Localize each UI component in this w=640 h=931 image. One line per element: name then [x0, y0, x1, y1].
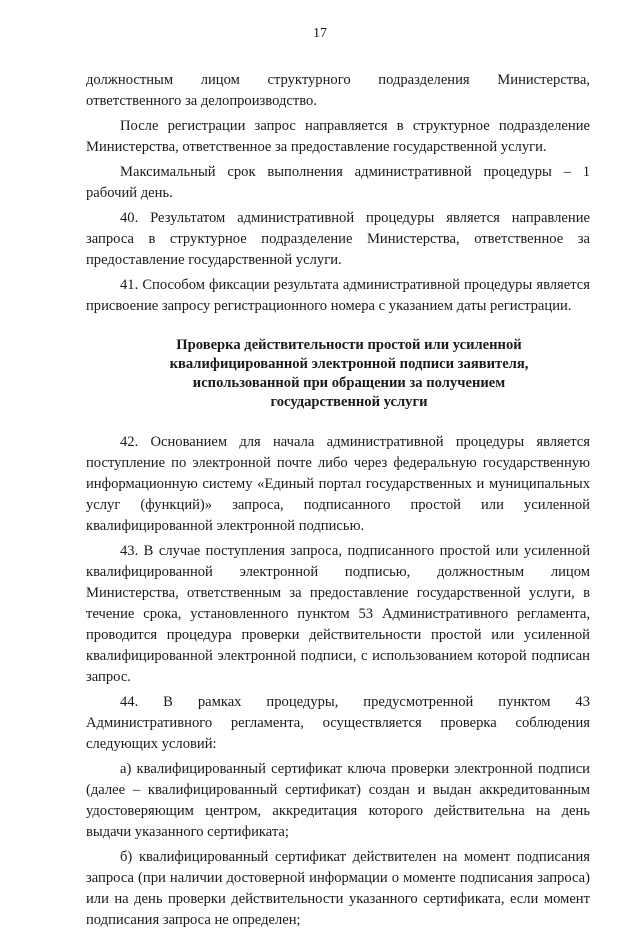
paragraph-registration: После регистрации запрос направляется в структурное подразделение Министерства, ответственное за предоставление государственной услуги.: [86, 118, 590, 155]
paragraph-41: 41. Способом фиксации результата административной процедуры является присвоение запросу регистрационного номера с указанием даты регистрации.: [86, 277, 590, 314]
section-heading: [86, 336, 590, 412]
heading-line: Проверка действительности простой или усиленной: [176, 337, 522, 353]
paragraph-44: 44. В рамках процедуры, предусмотренной пунктом 43 Административного регламента, осуществляется проверка соблюдения следующих условий:: [86, 694, 590, 752]
paragraph-44-b: б) квалифицированный сертификат действителен на момент подписания запроса (при наличии достоверной информации о моменте подписания запроса) или на день проверки действительности указанного сертификата, если момент подписания запроса не определен;: [86, 849, 590, 928]
document-body: [86, 70, 590, 931]
paragraph-continuation: должностным лицом структурного подразделения Министерства, ответственного за делопроизводство.: [86, 72, 590, 109]
page-number: 17: [313, 26, 327, 41]
paragraph-max-term: Максимальный срок выполнения административной процедуры – 1 рабочий день.: [86, 164, 590, 201]
heading-line: квалифицированной электронной подписи заявителя,: [169, 356, 529, 372]
paragraph-40: 40. Результатом административной процедуры является направление запроса в структурное подразделение Министерства, ответственное за предоставление государственной услуги.: [86, 210, 590, 268]
paragraph-43: 43. В случае поступления запроса, подписанного простой или усиленной квалифицированной электронной подписью, должностным лицом Министерства, ответственным за предоставление государственной услуги, в течение срока, установленного пунктом 53 Административного регламента, проводится процедура проверки действительности простой или усиленной квалифицированной электронной подписи, с использованием которой подписан запрос.: [86, 543, 590, 685]
paragraph-44-a: а) квалифицированный сертификат ключа проверки электронной подписи (далее – квалифицированный сертификат) создан и выдан аккредитованным удостоверяющим центром, аккредитация которого действительна на день выдачи указанного сертификата;: [86, 761, 590, 840]
heading-line: использованной при обращении за получением: [192, 375, 506, 391]
paragraph-42: 42. Основанием для начала административной процедуры является поступление по электронной почте либо через федеральную государственную информационную систему «Единый портал государственных и муниципальных услуг (функций)» запроса, подписанного простой или усиленной квалифицированной электронной подписью.: [86, 434, 590, 534]
heading-line: государственной услуги: [270, 394, 428, 410]
